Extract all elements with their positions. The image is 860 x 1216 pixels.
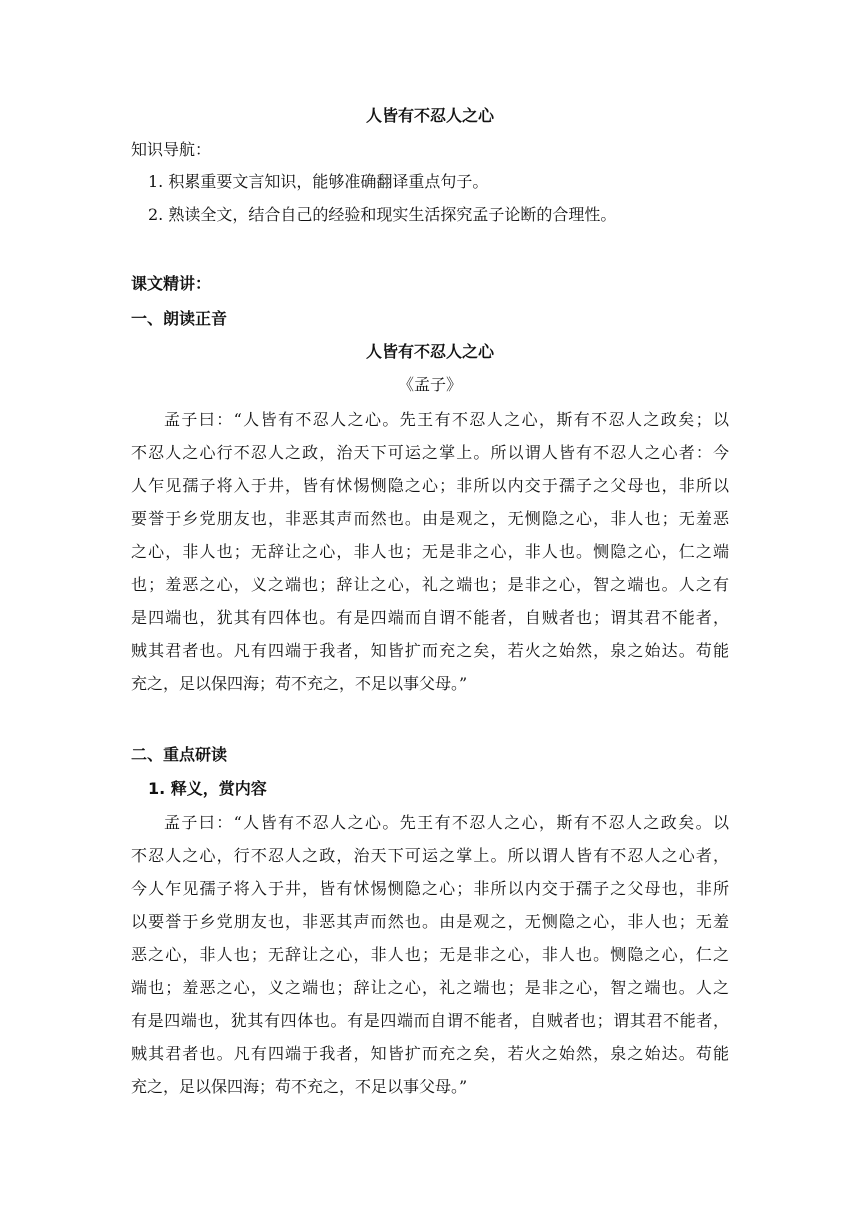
nav-item-2: 2. 熟读全文，结合自己的经验和现实生活探究孟子论断的合理性。 [148,205,617,224]
section2-paragraph-line: 充之，足以保四海；苟不充之，不足以事父母。” [131,1077,468,1096]
text-title: 人皆有不忍人之心 [365,342,494,361]
text-author: 《孟子》 [397,375,462,394]
section1-heading: 一、朗读正音 [131,309,228,328]
nav-heading: 知识导航： [131,140,212,159]
nav-item-1: 1. 积累重要文言知识，能够准确翻译重点句子。 [148,172,489,191]
section1-paragraph-line: 人乍见孺子将入于井，皆有怵惕恻隐之心；非所以内交于孺子之父母也，非所以 [131,476,729,495]
section2-heading: 二、重点研读 [131,745,228,764]
section2-paragraph-line: 有是四端也，犹其有四体也。有是四端而自谓不能者，自贼者也；谓其君不能者， [131,1011,729,1030]
section1-paragraph-line: 之心，非人也；无辞让之心，非人也；无是非之心，非人也。恻隐之心，仁之端 [131,542,729,561]
section1-paragraph-line: 也；羞恶之心，义之端也；辞让之心，礼之端也；是非之心，智之端也。人之有 [131,575,729,594]
section1-paragraph-line: 不忍人之心行不忍人之政，治天下可运之掌上。所以谓人皆有不忍人之心者：今 [131,443,729,462]
section2-paragraph-line: 孟子曰：“人皆有不忍人之心。先王有不忍人之心，斯有不忍人之政矣。以 [164,813,729,832]
section2-paragraph-line: 不忍人之心，行不忍人之政，治天下可运之掌上。所以谓人皆有不忍人之心者， [131,846,729,865]
section2-paragraph-line: 今人乍见孺子将入于井，皆有怵惕恻隐之心；非所以内交于孺子之父母也，非所 [131,879,729,898]
section1-paragraph-line: 充之，足以保四海；苟不充之，不足以事父母。” [131,674,468,693]
section1-paragraph-line: 贼其君者也。凡有四端于我者，知皆扩而充之矣，若火之始然，泉之始达。苟能 [131,641,729,660]
section2-paragraph-line: 以要誉于乡党朋友也，非恶其声而然也。由是观之，无恻隐之心，非人也；无羞 [131,912,729,931]
section1-paragraph-line: 孟子曰：“人皆有不忍人之心。先王有不忍人之心，斯有不忍人之政矣；以 [164,410,729,429]
section2-paragraph-line: 贼其君者也。凡有四端于我者，知皆扩而充之矣，若火之始然，泉之始达。苟能 [131,1044,729,1063]
section1-paragraph-line: 要誉于乡党朋友也，非恶其声而然也。由是观之，无恻隐之心，非人也；无羞恶 [131,509,729,528]
lecture-heading: 课文精讲： [131,274,212,293]
section2-paragraph-line: 恶之心，非人也；无辞让之心，非人也；无是非之心，非人也。恻隐之心，仁之 [131,945,729,964]
section2-paragraph-line: 端也；羞恶之心，义之端也；辞让之心，礼之端也；是非之心，智之端也。人之 [131,978,729,997]
section1-paragraph-line: 是四端也，犹其有四体也。有是四端而自谓不能者，自贼者也；谓其君不能者， [131,608,729,627]
section2-subheading: 1. 释义，赏内容 [148,779,267,798]
document-title: 人皆有不忍人之心 [365,106,494,125]
